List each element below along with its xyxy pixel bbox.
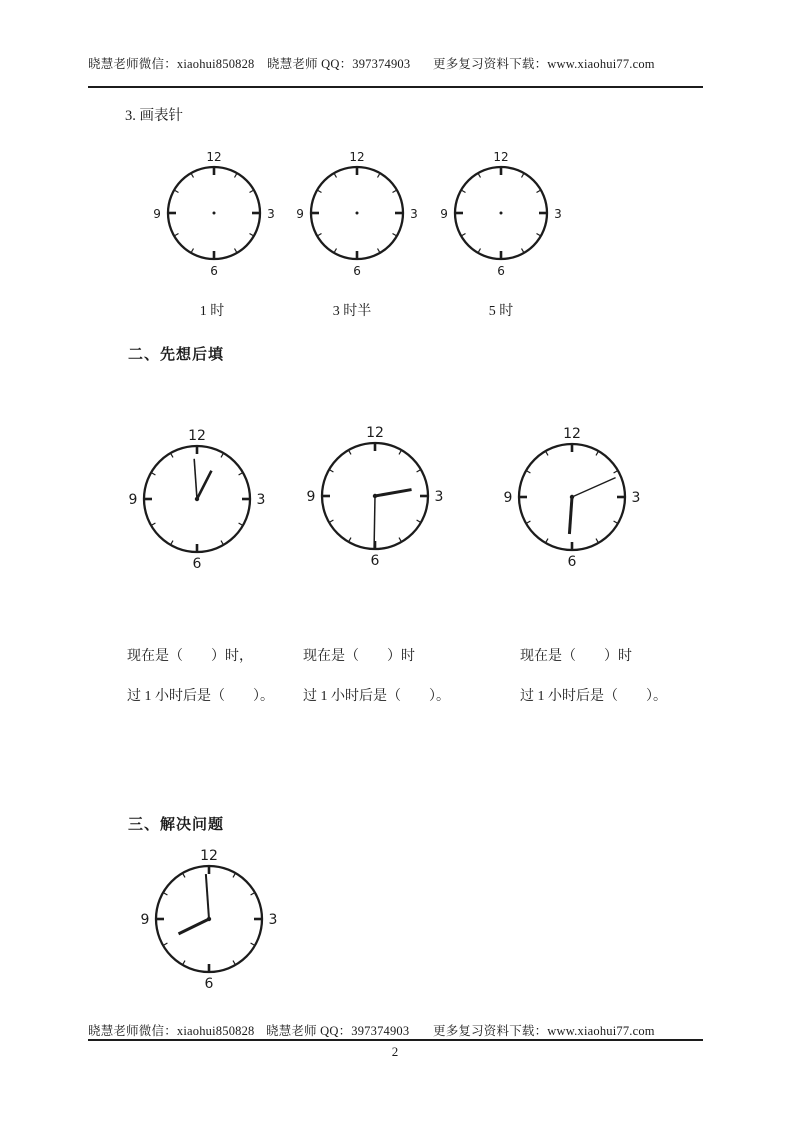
clock-tick [251, 943, 254, 945]
clock-tick [417, 520, 420, 522]
minute-hand [374, 496, 375, 548]
header-qq: 晓慧老师 QQ：397374903 [267, 57, 411, 71]
clock-tick [522, 174, 524, 177]
clock-number-9: 9 [296, 207, 304, 221]
fill-now-2: 现在是（ ）时 [303, 649, 415, 664]
clock-tick [221, 541, 223, 544]
clock-solve-eight-oclock [130, 840, 288, 1003]
clock-tick [221, 454, 223, 457]
clock-tick [239, 473, 242, 475]
clock-tick [171, 541, 173, 544]
clock-tick [417, 470, 420, 472]
clock-center-dot [570, 495, 574, 499]
minute-hand [572, 478, 616, 497]
clock-number-9: 9 [306, 489, 316, 505]
clock-center-dot [500, 212, 503, 215]
clock-tick [462, 234, 465, 236]
clock-svg [142, 141, 286, 285]
clock-tick [251, 893, 254, 895]
fill-after-2: 过 1 小时后是（ ）。 [303, 689, 450, 704]
clock-tick [233, 961, 235, 964]
clock-tick [318, 234, 321, 236]
clock-number-9: 9 [140, 912, 150, 928]
clock-number-12: 12 [206, 150, 222, 164]
clock-tick [183, 874, 185, 877]
header-download: 更多复习资料下载：www.xiaohui77.com [433, 57, 655, 71]
clock-tick [318, 191, 321, 193]
clock-time-label-3: 5 时 [488, 304, 514, 319]
clock-tick [235, 249, 237, 252]
clock-tick [235, 174, 237, 177]
clock-tick [596, 539, 598, 542]
clock-tick [152, 473, 155, 475]
section-solve-title: 三、解决问题 [128, 817, 225, 833]
clock-tick [183, 961, 185, 964]
clock-center-dot [195, 497, 199, 501]
clock-number-12: 12 [349, 150, 365, 164]
clock-tick [349, 451, 351, 454]
clock-number-12: 12 [493, 150, 509, 164]
clock-think-three-thirty [296, 417, 454, 580]
clock-tick [537, 191, 540, 193]
clock-tick [479, 249, 481, 252]
clock-tick [171, 454, 173, 457]
clock-tick [522, 249, 524, 252]
clock-tick [349, 538, 351, 541]
clock-number-12: 12 [366, 425, 384, 441]
footer-qq: 晓慧老师 QQ：397374903 [266, 1024, 410, 1038]
clock-tick [399, 538, 401, 541]
clock-number-6: 6 [210, 264, 218, 278]
clock-number-6: 6 [567, 554, 577, 570]
fill-now-3: 现在是（ ）时 [520, 649, 632, 664]
minute-hand [194, 459, 197, 499]
fill-after-1: 过 1 小时后是（ ）。 [127, 689, 274, 704]
clock-number-12: 12 [563, 426, 581, 442]
clock-tick [537, 234, 540, 236]
clock-draw-blank-2 [285, 141, 429, 290]
clock-svg [118, 420, 276, 578]
clock-tick [546, 539, 548, 542]
clock-center-dot [207, 917, 211, 921]
hour-hand [375, 490, 412, 496]
clock-tick [546, 452, 548, 455]
section-draw-title: 3. 画表针 [125, 108, 183, 124]
clock-number-3: 3 [256, 492, 266, 508]
clock-think-six-ten [493, 418, 651, 581]
fill-now-1: 现在是（ ）时， [127, 649, 253, 664]
clock-svg [493, 418, 651, 576]
clock-number-9: 9 [128, 492, 138, 508]
footer-download: 更多复习资料下载：www.xiaohui77.com [433, 1024, 655, 1038]
clock-tick [335, 174, 337, 177]
clock-tick [250, 234, 253, 236]
clock-tick [462, 191, 465, 193]
clock-tick [393, 191, 396, 193]
clock-number-9: 9 [440, 207, 448, 221]
clock-tick [378, 174, 380, 177]
clock-number-6: 6 [497, 264, 505, 278]
clock-center-dot [373, 494, 377, 498]
clock-tick [175, 234, 178, 236]
header-wechat: 晓慧老师微信：xiaohui850828 [88, 57, 255, 71]
clock-svg [429, 141, 573, 285]
clock-tick [239, 523, 242, 525]
clock-tick [233, 874, 235, 877]
clock-tick [164, 893, 167, 895]
clock-number-12: 12 [188, 428, 206, 444]
clock-svg [285, 141, 429, 285]
footer-rule [88, 1039, 703, 1041]
clock-time-label-2: 3 时半 [332, 304, 372, 319]
clock-tick [614, 521, 617, 523]
clock-tick [378, 249, 380, 252]
clock-svg [130, 840, 288, 998]
clock-tick [192, 174, 194, 177]
footer-wechat: 晓慧老师微信：xiaohui850828 [88, 1024, 255, 1038]
clock-center-dot [213, 212, 216, 215]
clock-number-9: 9 [503, 490, 513, 506]
clock-draw-blank-3 [429, 141, 573, 290]
clock-tick [164, 943, 167, 945]
clock-number-9: 9 [153, 207, 161, 221]
clock-number-6: 6 [204, 976, 214, 992]
hour-hand [569, 497, 572, 534]
clock-tick [175, 191, 178, 193]
clock-number-3: 3 [410, 207, 418, 221]
minute-hand [206, 874, 209, 919]
page-number: 2 [391, 1044, 399, 1059]
clock-tick [393, 234, 396, 236]
clock-tick [596, 452, 598, 455]
clock-tick [527, 471, 530, 473]
clock-number-3: 3 [631, 490, 641, 506]
clock-tick [152, 523, 155, 525]
clock-time-label-1: 1 时 [199, 304, 225, 319]
hour-hand [197, 471, 211, 499]
section-think-title: 二、先想后填 [128, 347, 225, 363]
clock-number-3: 3 [268, 912, 278, 928]
clock-tick [330, 520, 333, 522]
clock-number-3: 3 [554, 207, 562, 221]
clock-tick [330, 470, 333, 472]
clock-number-6: 6 [353, 264, 361, 278]
clock-number-6: 6 [370, 553, 380, 569]
clock-tick [399, 451, 401, 454]
clock-number-6: 6 [192, 556, 202, 572]
clock-center-dot [356, 212, 359, 215]
clock-draw-blank-1 [142, 141, 286, 290]
clock-number-12: 12 [200, 848, 218, 864]
fill-after-3: 过 1 小时后是（ ）。 [520, 689, 667, 704]
header-rule [88, 86, 703, 88]
clock-number-3: 3 [267, 207, 275, 221]
clock-tick [335, 249, 337, 252]
clock-tick [479, 174, 481, 177]
clock-number-3: 3 [434, 489, 444, 505]
clock-tick [614, 471, 617, 473]
clock-think-one-oclock [118, 420, 276, 583]
clock-tick [192, 249, 194, 252]
clock-tick [250, 191, 253, 193]
clock-svg [296, 417, 454, 575]
hour-hand [179, 919, 209, 934]
clock-tick [527, 521, 530, 523]
